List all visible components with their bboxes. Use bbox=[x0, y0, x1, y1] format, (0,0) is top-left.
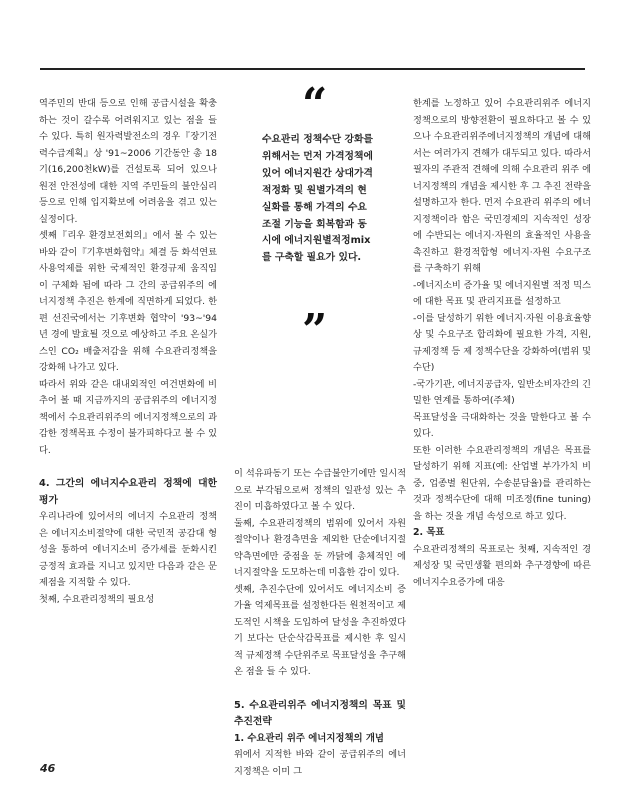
top-rule bbox=[40, 68, 585, 70]
paragraph: 이 석유파동기 또는 수급불안기에만 일시적으로 부각됨으로써 정책의 일관성 있는 추진이 미흡하였다고 볼 수 있다. bbox=[234, 468, 406, 512]
column-right bbox=[413, 96, 591, 591]
section-heading: 4. 그간의 에너지수요관리 정책에 대한 평가 bbox=[39, 478, 217, 506]
paragraph: 첫째, 수요관리정책의 필요성 bbox=[39, 593, 155, 605]
pull-quote-text: 수요관리 정책수단 강화를 위해서는 먼저 가격정책에 있어 에너지원간 상대가격 적정화 및 원별가격의 현실화를 통해 가격의 수요조절 기능을 회복함과 동시에 에너지원별적정mix를 구축할 필요가 있다. bbox=[262, 134, 373, 264]
section-heading: 5. 수요관리위주 에너지정책의 목표 및 추진전략 bbox=[234, 699, 406, 727]
paragraph: 수요관리정책의 목표로는 첫째, 지속적인 경제성장 및 국민생활 편의화 추구경향에 따른 에너지수요증가에 대응 bbox=[413, 543, 591, 588]
page-number: 46 bbox=[40, 762, 56, 775]
paragraph: 한계를 노정하고 있어 수요관리위주 에너지정책으로의 방향전환이 필요하다고 볼 수 있으나 수요관리위주에너지정책의 개념에 대해서는 여러가지 견해가 대두되고 있다. 따라서 필자의 주관적 견해에 의해 수요관리 위주 에너지정책의 개념을 제시한 후 그 추진 전략을 설명하고자 한다. 먼저 수요관리 위주의 에너지정책이라 함은 국민경제의 지속적인 성장에 수반되는 에너지·자원의 효율적인 사용을 촉진하고 환경적합형 에너지·자원 수요구조를 구축하기 위해 bbox=[413, 98, 591, 274]
paragraph: 목표달성을 극대화하는 것을 말한다고 볼 수 있다. bbox=[413, 411, 591, 439]
column-middle bbox=[234, 466, 406, 780]
paragraph: 따라서 위와 같은 대내외적인 여건변화에 비추어 볼 때 지금까지의 공급위주의 에너지정책에서 수요관리위주의 에너지정책으로의 과감한 정책목표 수정이 불가피하다고 볼 수 있다. bbox=[39, 378, 217, 456]
subsection-heading: 2. 목표 bbox=[413, 527, 445, 538]
paragraph: 위에서 지적한 바와 같이 공급위주의 에너지정책은 이미 그 bbox=[234, 749, 406, 777]
list-item: -국가기관, 에너지공급자, 일반소비자간의 긴밀한 연계를 통하여(주체) bbox=[413, 378, 591, 406]
list-item: -에너지소비 증가율 및 에너지원별 적정 믹스에 대한 목표 및 관리지표를 설정하고 bbox=[413, 279, 591, 307]
paragraph: 또한 이러한 수요관리정책의 개념은 목표를 달성하기 위해 지표(예: 산업별 부가가치 비중, 업종별 원단위, 수송분담율)를 관리하는 것과 정책수단에 대해 미조정(fine tuning)을 하는 것을 개념 속성으로 하고 있다. bbox=[413, 444, 591, 522]
paragraph: 셋째『리우 환경보전회의』에서 볼 수 있는 바와 같이『기후변화협약』체결 등 화석연료 사용억제를 위한 국제적인 환경규제 움직임이 구체화 됨에 따라 그 간의 공급위주의 에너지정책 추진은 한계에 직면하게 되었다. 한편 선진국에서는 기후변화 협약이 '93~'94년 경에 발효될 것으로 예상하고 주요 온실가스인 CO₂ 배출저감을 위해 수요관리정책을 강화해 나가고 있다. bbox=[39, 230, 218, 373]
paragraph: 셋째, 추진수단에 있어서도 에너지소비 증가율 억제목표를 설정한다든 원천적이고 제도적인 시책을 도입하여 달성을 추진하였다기 보다는 단순삭감목표를 제시한 후 일시적 규제정책 수단위주로 목표달성을 추구해온 점을 들 수 있다. bbox=[234, 583, 406, 677]
paragraph: 우리나라에 있어서의 에너지 수요관리 정책은 에너지소비절약에 대한 국민적 공감대 형성을 통하여 에너지소비 증가세를 둔화시킨 긍정적 효과를 지니고 있지만 다음과 같은 문제점을 지적할 수 있다. bbox=[39, 511, 217, 588]
subsection-heading: 1. 수요관리 위주 에너지정책의 개념 bbox=[234, 732, 384, 744]
column-left bbox=[39, 96, 217, 608]
close-quote-mark: ” bbox=[302, 305, 328, 356]
list-item: -이를 달성하기 위한 에너지·자원 이용효율향상 및 수요구조 합리화에 필요한 가격, 지원, 규제정책 등 제 정책수단을 강화하여(범위 및 수단) bbox=[413, 312, 591, 373]
open-quote-mark: “ bbox=[302, 79, 328, 130]
paragraph: 둘째, 수요관리정책의 범위에 있어서 자원절약이나 환경측면을 제외한 단순에너지절약측면에만 중점을 둔 까닭에 총체적인 에너지절약을 도모하는데 미흡한 감이 있다. bbox=[234, 517, 406, 578]
paragraph: 역주민의 반대 등으로 인해 공급시설을 확충하는 것이 갈수록 어려워지고 있는 점을 들 수 있다. 특히 원자력발전소의 경우『장기전력수급계획』상 '91~2006 기간동안 총 18기(16,200천kW)를 건설토록 되어 있으나 원전 안전성에 대한 지역 주민들의 불안심리등으로 인해 입지확보에 어려움을 겪고 있는 실정이다. bbox=[39, 98, 217, 225]
